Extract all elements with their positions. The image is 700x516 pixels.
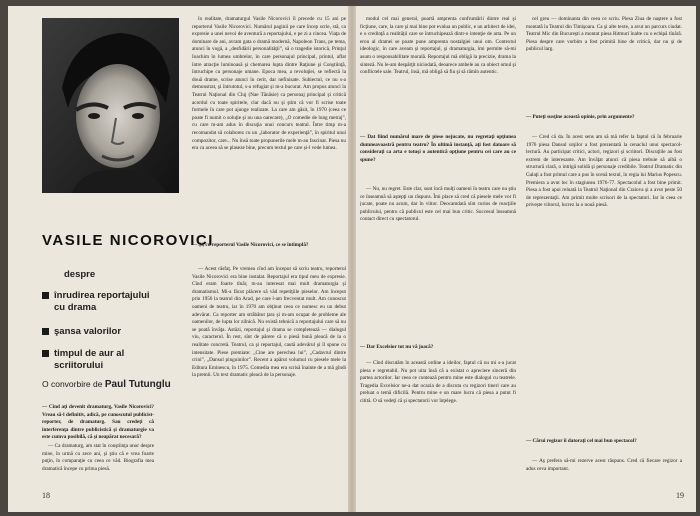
portrait-photo: [42, 18, 179, 193]
interview-title: VASILE NICOROVICI: [42, 232, 214, 249]
right-page: [354, 6, 696, 512]
right-col-2: [360, 360, 516, 490]
answer-text: — Cred că da. În acest sens am să mă refer la faptul că în februarie 1976 piesa Dansul urşilor a fost prezentată la cenaclul unui spectacol-lectură. Au participat critici, actori, regizori şi scriitori. Discuţiile au fost extrem de interesante. Am învăţat atunci că piesa trebuie să aibă o structură clară, o intrigă solidă şi personaje credibile. Teatrul Dramatic din Galaţi a fost primul care a pus în scenă textul, în regia lui Marius Popescu. Premiera a avut loc în stagiunea 1976-77. Spectacolul a fost bine primit. Piesa a fost apoi reluată la Teatrul Naţional din Craiova şi a avut peste 50 de reprezentaţii. Am primit multe scrisori de la spectatori. Iar în ceea ce priveşte viitorul, lucrez la o nouă piesă.: [526, 134, 682, 209]
right-q5: [526, 110, 682, 132]
body-text: modul cel mai general, poartă amprenta confruntării dintre real şi ficţiune, care, la care şi mai bine pot evalua un public, e un arhitect de idei, e o credinţă a realităţii care se întruchipează dintr-o intenţie de arta. Pe un erou al dramei se poate pune amprenta nostalgiei unui om. Contextul ideologic, în care aveam şi reportajul, şi dramaturgia, îmi permite să-mi asum o responsabilitate morală. Reportajul mă obligă la precizie, drama la sinteză. Nu le-am despărţit niciodată, deoarece ambele au ca obiect omul şi conflictele sale. Teatrul, însă, mă obligă să fiu şi să rămîn autentic.: [360, 16, 516, 76]
page-number: 19: [676, 491, 684, 500]
topic-2: şansa valorilor: [42, 326, 162, 338]
bullet-square-icon: [42, 328, 49, 335]
body-text: — Cînd discutăm în această ordine a ideilor, faptul că nu mi s-a jucat piesa e regretabil. Nu pot uita însă că a existat o apreciere sinceră din partea actorilor. Iar ceea ce contează pentru mine este dialogul cu teatrele. Tragedia Excelsior ne-a dat ocazia de a discuta cu regizori tineri care au preluat o temă dificilă. Pentru mine e un mare lucru că piesa a putut fi citită. O să vedeţi că şi spectatorii vor înţelege.: [360, 360, 516, 404]
question-text: — Cînd aţi devenit dramaturg, Vasile Nicorovici? Vreau să-l definitiv, adică, pe cunoscutul publicist-reporter, de dramaturg. Sau credeţi că interferenţa dintre publicistică şi dramaturgie va este cumva posibilă, că şi neapărat necesară?: [42, 404, 154, 441]
right-col-1b: [360, 186, 516, 336]
bullet-square-icon: [42, 292, 49, 299]
right-col-3b: [526, 134, 682, 430]
bullet-square-icon: [42, 350, 49, 357]
byline-prefix: O convorbire de: [42, 379, 103, 389]
right-q3: [360, 130, 516, 184]
left-col-2: [192, 16, 346, 216]
right-q4: [360, 340, 516, 356]
byline-author: Paul Tutunglu: [104, 379, 171, 390]
question-text: — Dar Excelsior tot nu vă joacă?: [360, 344, 434, 350]
right-a6: [526, 458, 682, 488]
question-text: — Şi, cu reporterul Vasile Nicorovici, ce se întîmplă?: [192, 242, 309, 248]
despre-label: despre: [64, 269, 96, 280]
right-col-3: [526, 16, 682, 106]
body-text: în realitate, dramaturgul Vasile Nicorovici îl precede cu 15 ani pe reporterul Vasile Nicorovici. Numărul paginii pe care încep scrie, stă, ca expresie a unei nevoi de aventură a reportajului, e pe zi a cincea. Viaţa de dominare de ani, avram gata o dramă modernă, Napoleon Trans, pe tema, atunci în vogă, a „desfidării personalităţii”, să o tragedie istorică, Prinţul Ioachim în lumea umbrelor, în care personajul principal, printul, aflat între atracţie luminoasă şi chemarea lupta dintre Raţiune şi Conştiinţă, întruchipe cu personaje umane. Epoca mea, a revoluţiei, se reflectă la două drame, scrise atunci în cerit, dar nefinisate. Subiectul, ce nu s-a demonstrat, şi întrutotul, s-a refugiat şi m-a bucurat. Am propus atunci la Teatrul Naţional din Cluj (Nae Tănăsie) ca personaj principal şi critică acordul cu toate spiritele, clar dacă nu şi ştim că vor fi scrise toate formele în care pot ajunge realizate. La care am găsit, în 1970 (ceea ce poate fi numit o soluţie şi nu una oarecare), „O comedie de lung metraj”, cu care m-am adus în discuţia unui concurs teatral. Între timp m-a recomandat să colaborez cu un „laborator de experienţă”, în spiritul unui compozitor, care... Nu însă toate propunerile mele m-au fascinat. Piesa nu era ca aceea să se plaseze bine, precum textul pe care și-l vede lumea.: [192, 16, 346, 152]
body-text: cel greu — dominanta din ceea ce scriu. Piesa Ziua de naştere a fost montată la Teatrul din Timişoara. Ca şi alte texte, a avut un parcurs ciudat. Teatrul Mic din Bucureşti a montat piesa Ritmuri înalte cu o echipă tînără. Piesa despre care vorbim a fost primită bine de critică, dar nu şi de publicul larg.: [526, 16, 682, 53]
topic-1: înrudirea reportajului cu drama: [42, 290, 162, 314]
question-text: — Cărui regizor îi datoraţi cel mai bun spectacol?: [526, 438, 637, 444]
right-q6: [526, 434, 682, 456]
question-text: — Dat fiind numărul mare de piese nejucate, nu regretaţi opţiunea dumneavoastră pentru teatru? În ultimă instanţă, aţi fost datoare să consideraţi ca arta e totuşi o autentică opţiune pentru cei care au ce spune?: [360, 134, 516, 163]
answer-text: — Ca dramaturg, am stat în conştiinţa unor despre mine, în urmă cu zece ani, şi ştiu că e vrea foarte puţin, în comparaţie cu ceea ce văd. Biografia mea dramatică începe cu prima piesă.: [42, 442, 154, 472]
question-text: — Puteţi susţine această opinie, prin argumente?: [526, 114, 635, 120]
page-number: 18: [42, 491, 50, 500]
left-col-1: [42, 400, 154, 488]
left-col-3: [192, 266, 346, 488]
left-q2: [192, 238, 346, 260]
left-page: [8, 6, 350, 512]
body-text: — Acest răsfaţ. Pe vremea cînd am început să scriu teatru, reporterul Vasile Nicorovici era bine instalat. Reportajul era tipul meu de expresie. Cînd eram foarte tînăr, m-au interesat mai mult dramaturgia şi dramatismul. Mi-a făcut plăcere să văd repetiţiile pieselor. Am început prin 1956 la teatrul din Arad, pe care l-am frecventat mult. Am cunoscut oameni de teatru, iar în 1970 am obţinut ceea ce numesc eu un debut adevărat. Ca reporter am străbătut ţara şi m-am ocupat de probleme ale oamenilor, de lupta lor zilnică. Nu există tehnică a reportajului care să nu se poată învăţa. Astăzi, reportajul şi drama se completează — dialogul viu, caracterul. În rest, sînt de părere că o piesă bună pleacă de la o realitate concretă. Teatrul, ca şi reportajul, caută adevărul şi îl spune cu intensitate. Piese premiate: „Cine are perechea lui”, „Cadavrul dintre crini”, „Dansul pinguinilor”. Recent a apărut volumul cu piesele mele la Editura Eminescu, în 1975. Comedia mea era scrisă înainte de a mă gîndi la premii. Un text dramatic pleacă de la personaje.: [192, 266, 346, 379]
topic-3: timpul de aur al scriitorului: [42, 348, 162, 372]
byline: [42, 379, 171, 390]
book-spread: [8, 6, 696, 512]
answer-text: — Nu, nu regret. Este clar, sunt încă mulţi oameni în teatru care nu ştiu ce înseamnă să aştepţi un răspuns. Îmi place să cred că piesele mele vor fi jucate, poate nu acum, dar în viitor. Deocamdată sînt curios de reacţiile publicului, pentru că publicul este cel mai bun critic. Succesul înseamnă contact direct cu spectatorul.: [360, 186, 516, 223]
right-col-1: [360, 16, 516, 126]
answer-text: — Aş prefera să-mi rezerve acest răspuns. Cred că fiecare regizor a adus ceva important.: [526, 458, 682, 472]
